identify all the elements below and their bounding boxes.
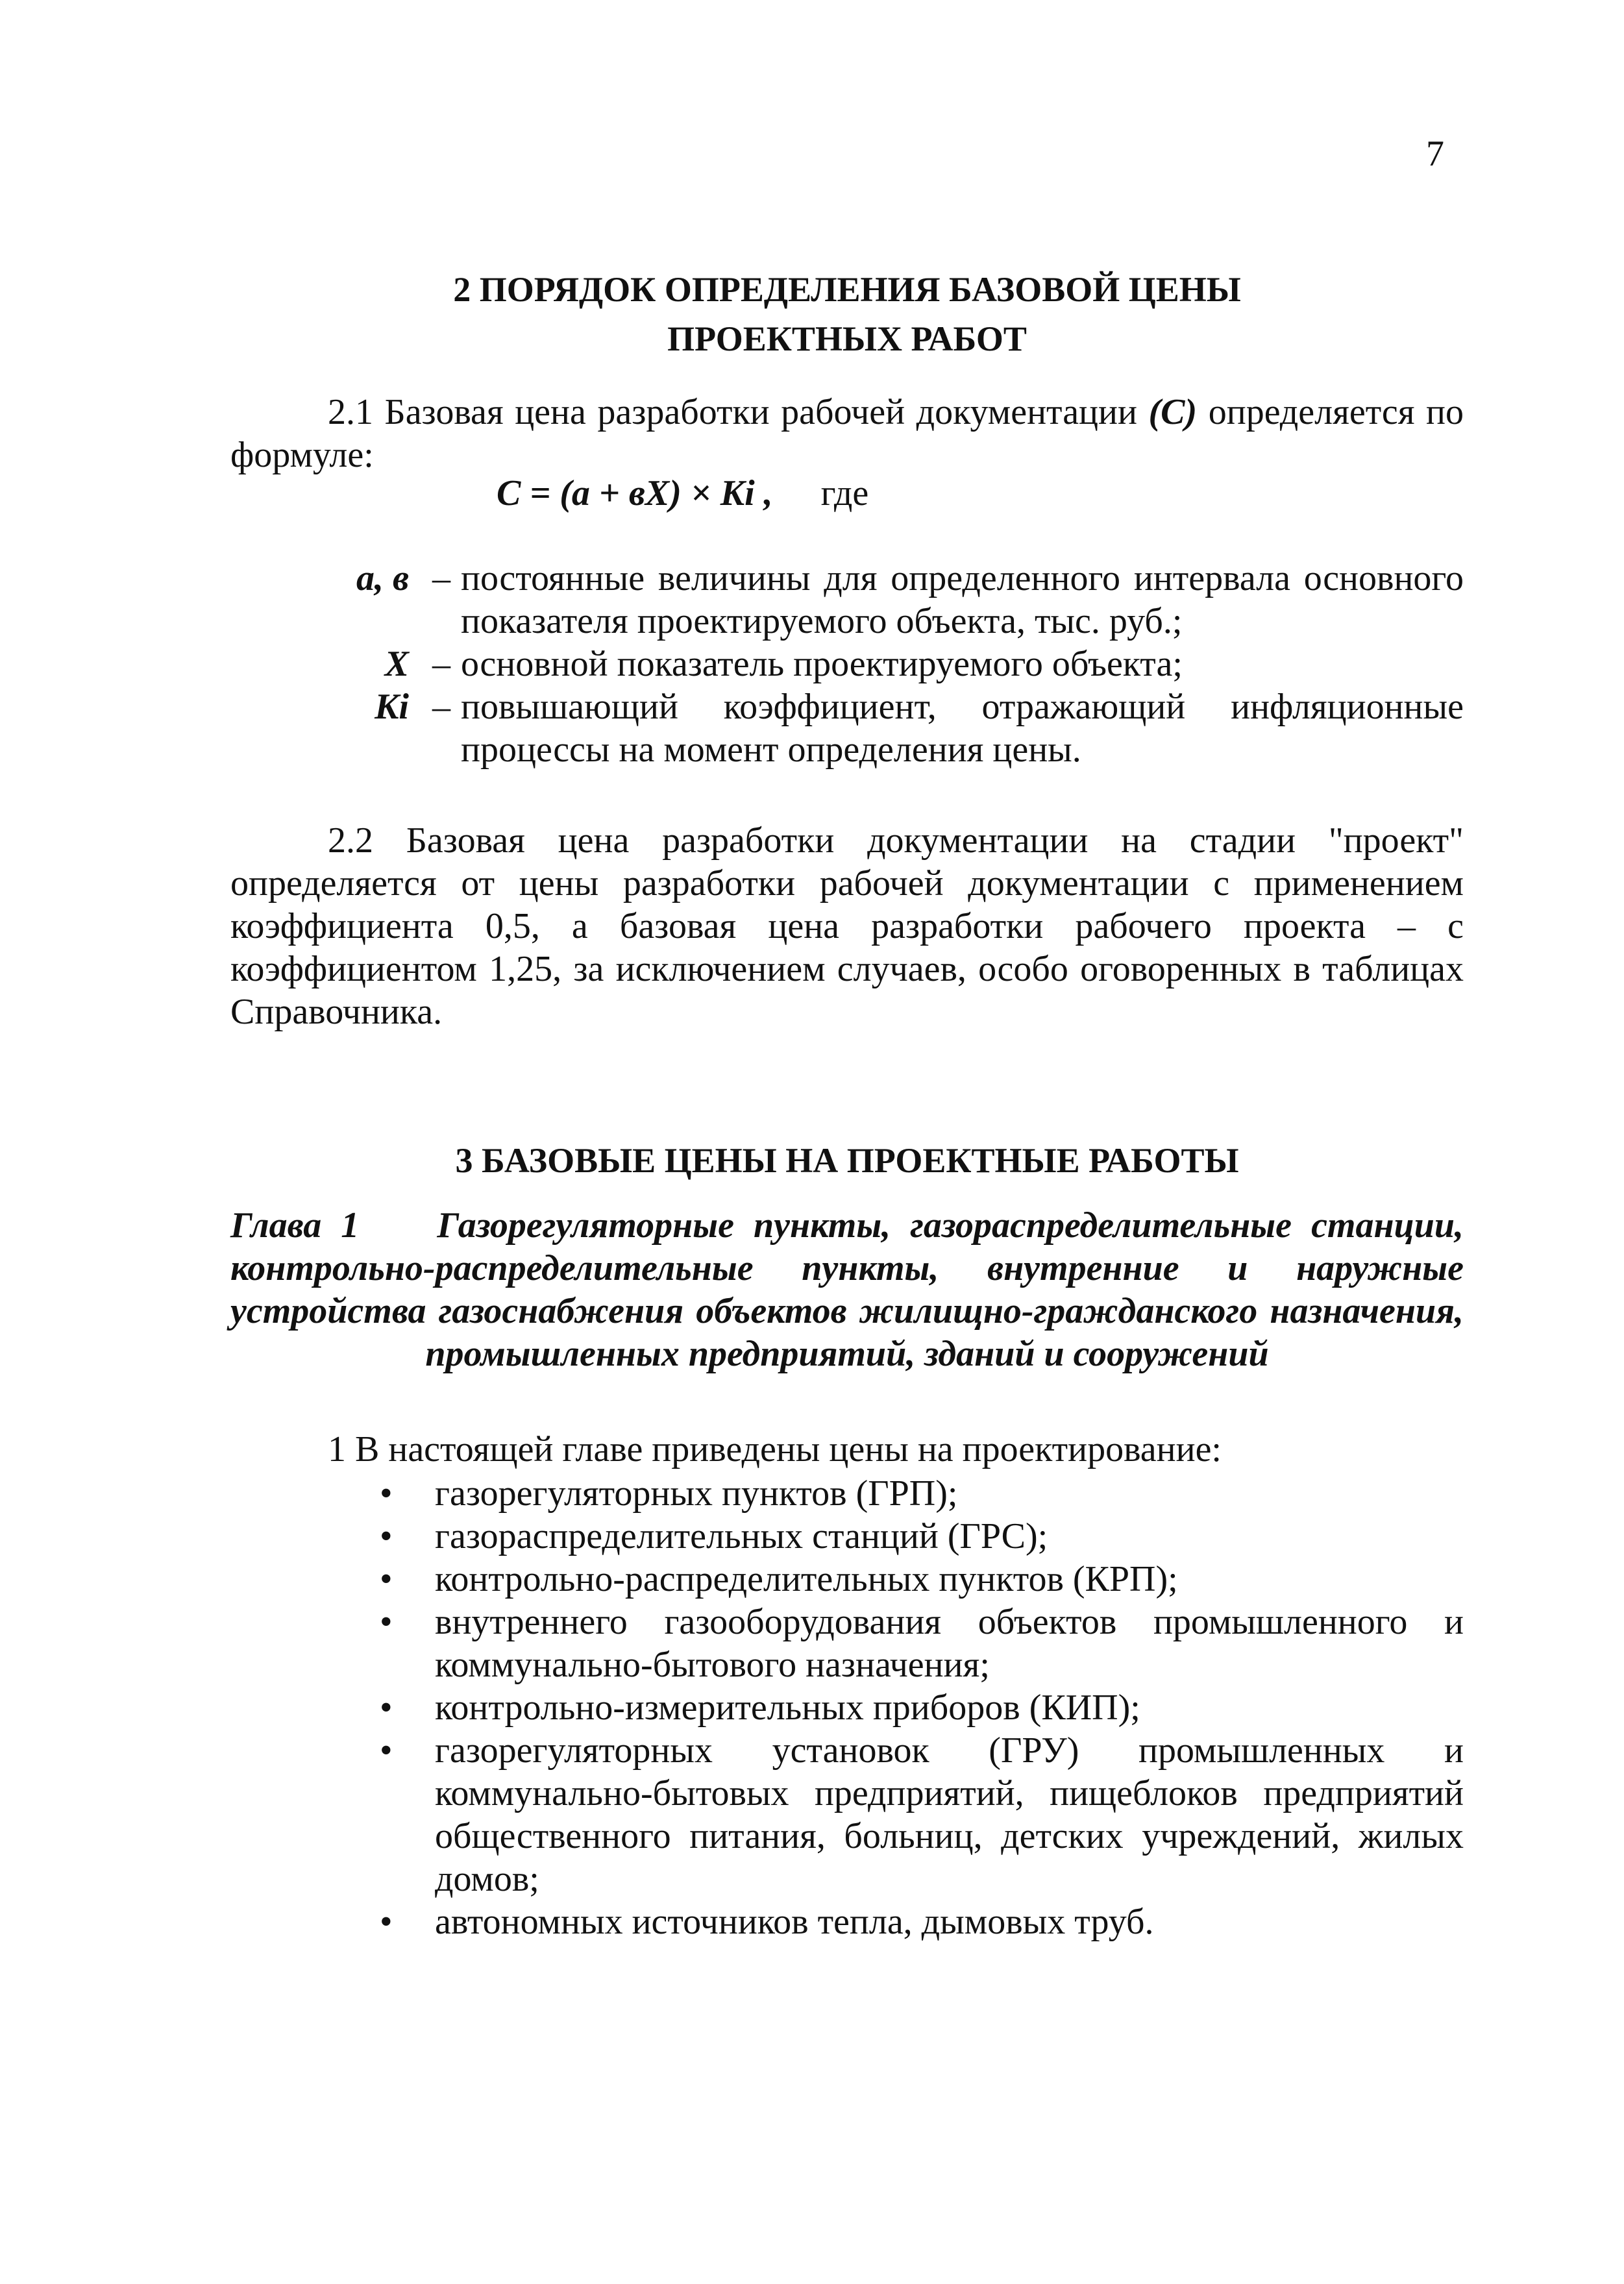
definition-text: повышающий коэффициент, отражающий инфляционные процессы на момент определения цены.: [461, 687, 1464, 770]
chapter-1-heading: [230, 1204, 1464, 1375]
formula-where: где: [820, 473, 869, 513]
list-item-text: внутреннего газооборудования объектов промышленного и коммунально-бытового назначения;: [435, 1602, 1464, 1685]
definition-text: основной показатель проектируемого объекта;: [461, 644, 1183, 684]
definition-symbol: X: [384, 644, 409, 684]
bullet-icon: •: [380, 1688, 393, 1728]
list-item-text: газорегуляторных пунктов (ГРП);: [435, 1473, 958, 1514]
definition-row: [230, 557, 1464, 643]
paragraph-2-1-symbol: (С): [1148, 392, 1198, 432]
paragraph-2-1-tail: определяется по формуле:: [230, 392, 1464, 475]
list-item-text: газораспределительных станций (ГРС);: [435, 1516, 1048, 1556]
list-item: [380, 1558, 1464, 1601]
definition-symbol: Ki: [375, 687, 409, 727]
bullet-icon: •: [380, 1902, 393, 1942]
list-item: [380, 1601, 1464, 1686]
list-item-text: контрольно-распределительных пунктов (КРП);: [435, 1559, 1178, 1599]
chapter-label: Глава 1: [230, 1205, 360, 1246]
definition-symbol: а, в: [356, 558, 409, 598]
definition-row: [230, 685, 1464, 771]
formula-expression: С = (а + вX) × Ki ,: [497, 473, 773, 513]
section-2-title: [230, 265, 1464, 363]
bullet-icon: •: [380, 1473, 393, 1514]
list-item-text: газорегуляторных установок (ГРУ) промышленных и коммунально-бытовых предприятий, пищеблоков предприятий общественного питания, больниц, детских учреждений, жилых домов;: [435, 1730, 1464, 1899]
bullet-icon: •: [380, 1516, 393, 1556]
design-items-list: [380, 1472, 1464, 1943]
definition-dash: –: [432, 644, 450, 684]
list-item: [380, 1686, 1464, 1729]
list-item: [380, 1729, 1464, 1900]
paragraph-2-1-text: 2.1 Базовая цена разработки рабочей документации: [328, 392, 1137, 432]
definition-row: [230, 643, 1464, 685]
list-item-text: автономных источников тепла, дымовых труб.: [435, 1902, 1154, 1942]
list-item-text: контрольно-измерительных приборов (КИП);: [435, 1688, 1140, 1728]
list-item: [380, 1900, 1464, 1943]
page-number: 7: [1426, 134, 1444, 174]
bullet-icon: •: [380, 1559, 393, 1599]
bullet-icon: •: [380, 1602, 393, 1642]
section-2-title-line-2: ПРОЕКТНЫХ РАБОТ: [667, 319, 1027, 358]
chapter-title: Газорегуляторные пункты, газораспределительные станции, контрольно-распределительные пункты, внутренние и наружные устройства газоснабжения объектов жилищно-гражданского назначения, промышленных предприятий, зданий и сооружений: [230, 1205, 1464, 1374]
paragraph-2-2: 2.2 Базовая цена разработки документации на стадии "проект" определяется от цены разработки рабочей документации с применением коэффициента 0,5, а базовая цена разработки рабочего проекта – с коэффициентом 1,25, за исключением случаев, особо оговоренных в таблицах Справочника.: [230, 820, 1464, 1032]
document-page: [230, 0, 1464, 2284]
list-item: [380, 1515, 1464, 1558]
price-formula: [497, 473, 868, 514]
definition-dash: –: [432, 558, 450, 598]
list-item: [380, 1472, 1464, 1515]
chapter-intro: 1 В настоящей главе приведены цены на проектирование:: [328, 1429, 1222, 1469]
section-3-title: 3 БАЗОВЫЕ ЦЕНЫ НА ПРОЕКТНЫЕ РАБОТЫ: [455, 1141, 1239, 1180]
paragraph-2-1: [230, 391, 1464, 476]
definition-dash: –: [432, 687, 450, 727]
bullet-icon: •: [380, 1730, 393, 1771]
definition-text: постоянные величины для определенного интервала основного показателя проектируемого объекта, тыс. руб.;: [461, 558, 1464, 641]
formula-definitions: [230, 557, 1464, 771]
section-2-title-line-1: 2 ПОРЯДОК ОПРЕДЕЛЕНИЯ БАЗОВОЙ ЦЕНЫ: [453, 270, 1241, 309]
